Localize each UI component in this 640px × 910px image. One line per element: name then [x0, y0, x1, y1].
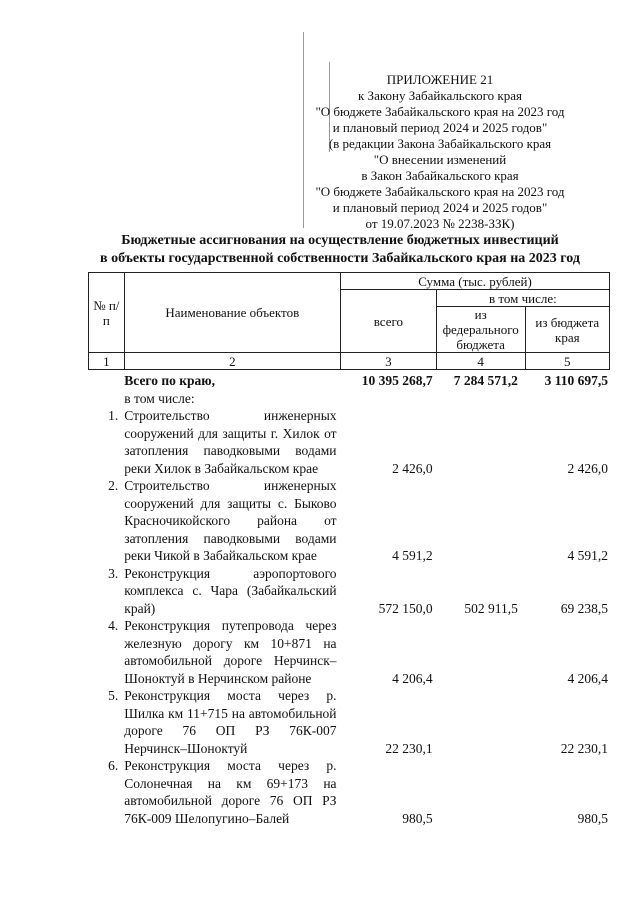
- col-regional-header: из бюджета края: [525, 307, 609, 353]
- col-number: 2: [124, 353, 340, 370]
- appendix-line: в Закон Забайкальского края: [361, 168, 519, 183]
- appendix-line: ПРИЛОЖЕНИЕ 21: [386, 72, 494, 87]
- row-regional: 69 238,5: [560, 600, 608, 616]
- appendix-line: от 19.07.2023 № 2238-ЗЗК): [365, 216, 515, 231]
- title-line-2: в объекты государственной собственности Забайкальского края на 2023 год: [100, 251, 580, 266]
- row-total: 980,5: [402, 810, 433, 826]
- col-name-header: Наименование объектов: [124, 273, 340, 353]
- table-header: [88, 272, 610, 370]
- totals-sub-label: в том числе:: [124, 390, 195, 406]
- row-federal: [433, 617, 518, 687]
- row-total: 572 150,0: [378, 600, 433, 616]
- row-number: 3.: [108, 565, 119, 581]
- col-num-header: № п/п: [89, 273, 125, 353]
- appendix-line: (в редакции Закона Забайкальского края: [328, 136, 552, 151]
- row-name: Реконструкция путепровода через железную дорогу км 10+871 на автомобильной дороге Нерчинск–Шоноктуй в Нерчинском районе: [124, 618, 337, 686]
- appendix-line: "О бюджете Забайкальского края на 2023 год: [315, 184, 565, 199]
- row-regional: 2 426,0: [567, 460, 608, 476]
- row-name: Реконструкция аэропортового комплекса с. Чара (Забайкальский край): [124, 565, 337, 616]
- table-row: [88, 407, 610, 477]
- row-number: 2.: [108, 478, 119, 493]
- row-number: 4.: [108, 618, 119, 633]
- row-regional: 22 230,1: [560, 740, 608, 756]
- col-sum-header: Сумма (тыс. рублей): [341, 273, 610, 290]
- table-row: [88, 565, 610, 618]
- totals-regional: 3 110 697,5: [544, 373, 608, 388]
- row-regional: 980,5: [577, 810, 608, 826]
- row-total: 4 591,2: [392, 548, 433, 563]
- row-name: Строительство инженерных сооружений для защиты г. Хилок от затопления паводковыми водами реки Хилок в Забайкальском крае: [124, 408, 337, 476]
- row-federal: 502 911,5: [464, 600, 518, 616]
- table-row: [88, 477, 610, 565]
- row-total: 4 206,4: [392, 670, 433, 686]
- row-federal: [433, 687, 518, 757]
- appendix-line: "О внесении изменений: [373, 152, 507, 167]
- row-name: Реконструкция моста через р. Шилка км 11+715 на автомобильной дороге 76 ОП РЗ 76К-007 Нерчинск–Шоноктуй: [124, 688, 337, 756]
- row-number: 6.: [108, 758, 119, 773]
- row-name: Реконструкция моста через р. Солонечная на км 69+173 на автомобильной дороге 76 ОП РЗ 76К-009 Шелопугино–Балей: [124, 758, 337, 826]
- col-total-header: всего: [341, 290, 437, 353]
- col-number: 3: [341, 353, 437, 370]
- col-number: 1: [89, 353, 125, 370]
- row-regional: 4 206,4: [567, 670, 608, 686]
- appendix-line: и плановый период 2024 и 2025 годов": [332, 120, 548, 135]
- title-line-1: Бюджетные ассигнования на осуществление бюджетных инвестиций: [121, 233, 559, 248]
- totals-row: [88, 372, 610, 390]
- table-row: [88, 617, 610, 687]
- row-total: 22 230,1: [385, 740, 433, 756]
- totals-federal: 7 284 571,2: [453, 373, 518, 388]
- row-name: Строительство инженерных сооружений для защиты с. Быково Красночикойского района от затопления паводковыми водами реки Чикой в Забайкальском крае: [124, 478, 337, 563]
- col-number: 4: [436, 353, 525, 370]
- row-federal: [433, 477, 518, 565]
- appendix-line: "О бюджете Забайкальского края на 2023 год: [315, 104, 565, 119]
- table-row: [88, 687, 610, 757]
- row-regional: 4 591,2: [567, 548, 608, 563]
- row-federal: [433, 757, 518, 827]
- totals-sub-row: [88, 390, 610, 408]
- col-including-header: в том числе:: [436, 290, 609, 307]
- row-number: 5.: [108, 688, 119, 703]
- row-federal: [433, 407, 518, 477]
- totals-label: Всего по краю,: [124, 373, 215, 388]
- row-number: 1.: [108, 408, 119, 423]
- table-body: [88, 372, 610, 827]
- col-number: 5: [525, 353, 609, 370]
- appendix-line: и плановый период 2024 и 2025 годов": [332, 200, 548, 215]
- appendix-line: к Закону Забайкальского края: [357, 88, 522, 103]
- row-total: 2 426,0: [392, 460, 433, 476]
- appendix-header: [300, 72, 580, 232]
- table-row: [88, 757, 610, 827]
- document-title: [60, 232, 620, 268]
- col-federal-header: из федерального бюджета: [436, 307, 525, 353]
- totals-total: 10 395 268,7: [361, 373, 433, 388]
